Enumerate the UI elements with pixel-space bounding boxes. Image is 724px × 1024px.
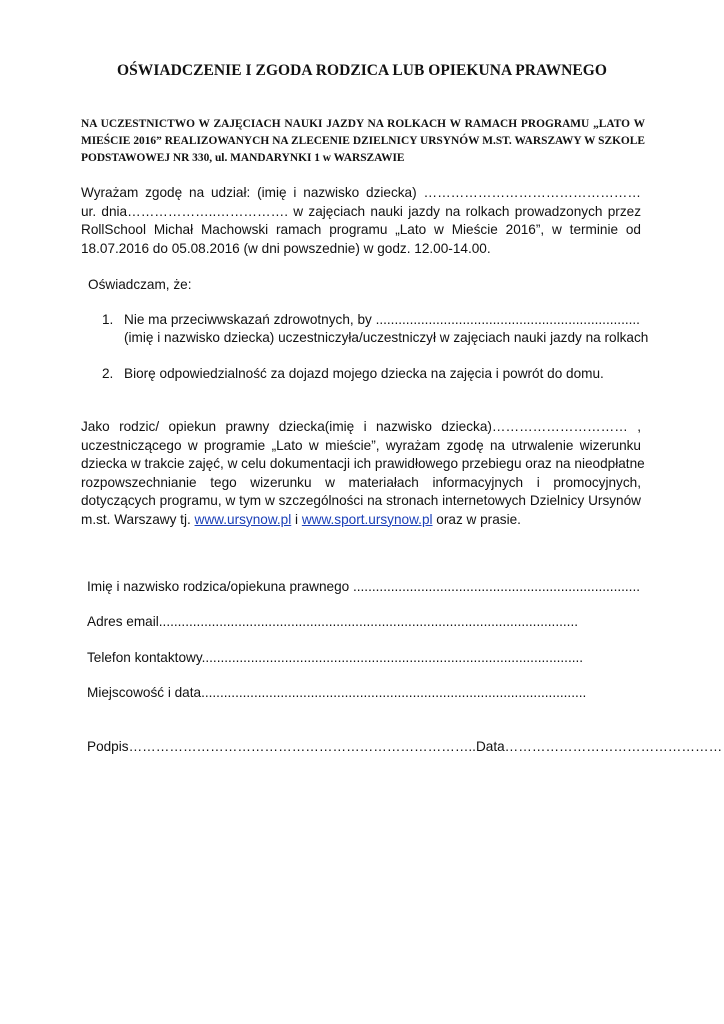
- declaration-label: Oświadczam, że:: [88, 277, 192, 292]
- subheading-line: MIEŚCIE 2016” REALIZOWANYCH NA ZLECENIE DZIELNICY URSYNÓW M.ST. WARSZAWY W SZKOLE: [81, 135, 645, 147]
- ursynow-link[interactable]: www.ursynow.pl: [194, 511, 292, 527]
- item-number: 1.: [102, 312, 114, 327]
- phone-field[interactable]: Telefon kontaktowy.....................................................................................................: [87, 650, 584, 665]
- program-subheading: [81, 116, 645, 167]
- consent-paragraph: [81, 184, 641, 258]
- item-text-continued: (imię i nazwisko dziecka) uczestniczyła/uczestniczył w zajęciach nauki jazdy na rolkach: [124, 330, 649, 345]
- image-consent-line: dotyczących programu, w tym w szczególności na stronach internetowych Dzielnicy Ursynów: [81, 493, 641, 508]
- item-text: Nie ma przeciwwskazań zdrowotnych, by ......................................................................: [124, 312, 640, 327]
- document-title: OŚWIADCZENIE I ZGODA RODZICA LUB OPIEKUNA PRAWNEGO: [117, 62, 607, 79]
- consent-line: ur. dnia………………..……………. w zajęciach nauki jazdy na rolkach prowadzonych przez: [81, 203, 641, 219]
- subheading-line: NA UCZESTNICTWO W ZAJĘCIACH NAUKI JAZDY NA ROLKACH W RAMACH PROGRAMU „LATO W: [81, 118, 645, 130]
- image-consent-paragraph: [81, 418, 645, 529]
- last-line-prefix: m.st. Warszawy tj.: [81, 511, 195, 527]
- last-line-suffix: oraz w prasie.: [432, 511, 521, 527]
- item-text: Biorę odpowiedzialność za dojazd mojego dziecka na zajęcia i powrót do domu.: [124, 366, 604, 381]
- image-consent-line: dziecka w trakcie zajęć, w celu dokumentacji ich prawidłowego przebiegu oraz na nieodpłatne: [81, 456, 645, 471]
- sport-ursynow-link[interactable]: www.sport.ursynow.pl: [301, 511, 433, 527]
- consent-line: Wyrażam zgodę na udział: (imię i nazwisko dziecka) …………………………………………: [81, 185, 641, 200]
- image-consent-line: uczestniczącego w programie „Lato w mieście”, wyrażam zgodę na utrwalenie wizerunku: [81, 437, 641, 453]
- place-date-field[interactable]: Miejscowość i data......................................................................................................: [87, 685, 587, 700]
- consent-line: RollSchool Michał Machowski ramach programu „Lato w Mieście 2016”, w terminie od: [81, 222, 641, 237]
- consent-line: 18.07.2016 do 05.08.2016 (w dni powszednie) w godz. 12.00-14.00.: [81, 240, 491, 256]
- item-number: 2.: [102, 366, 114, 381]
- signature-date-field[interactable]: Podpis…………………………………………………………………..Data…………………………………………: [87, 739, 723, 754]
- image-consent-line: Jako rodzic/ opiekun prawny dziecka(imię i nazwisko dziecka)………………………… ,: [81, 419, 641, 434]
- email-field[interactable]: Adres email...............................................................................................................: [87, 614, 578, 629]
- subheading-line: PODSTAWOWEJ NR 330, ul. MANDARYNKI 1 w WARSZAWIE: [81, 152, 405, 164]
- image-consent-last-line: [81, 511, 641, 530]
- link-joiner: i: [291, 511, 302, 527]
- image-consent-line: rozpowszechnianie tego wizerunku w materiałach informacyjnych i promocyjnych,: [81, 474, 641, 490]
- parent-name-field[interactable]: Imię i nazwisko rodzica/opiekuna prawnego ............................................................................: [87, 579, 641, 594]
